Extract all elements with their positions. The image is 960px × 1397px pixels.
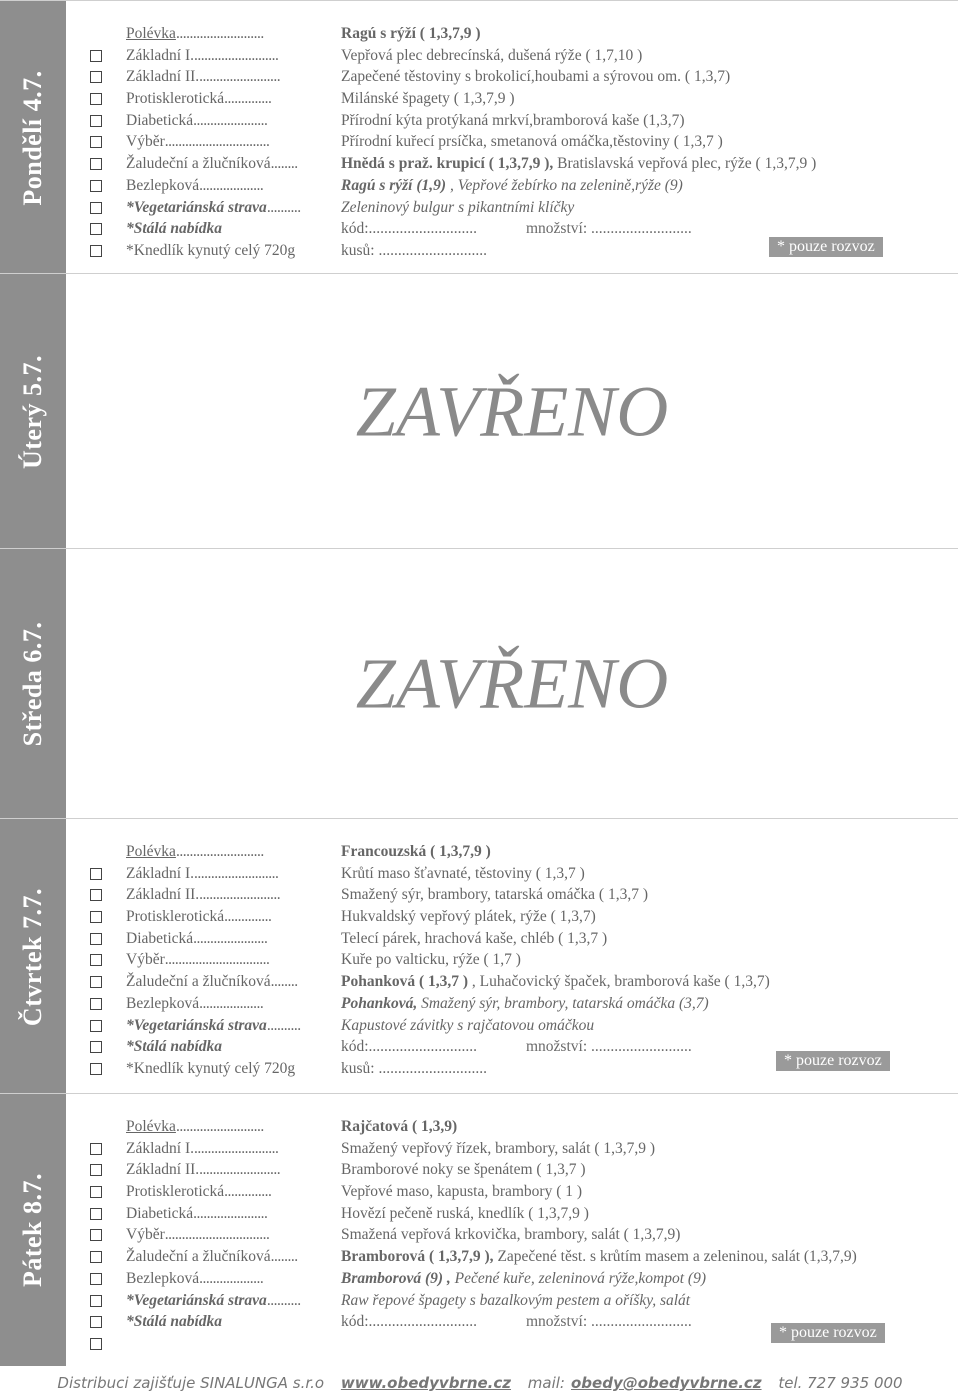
dish-name: Smažený vepřový řízek, brambory, salát ( 1,3,7,9 ) — [341, 1139, 656, 1157]
leader-dots: .......................... — [175, 25, 264, 42]
day-tab — [0, 819, 66, 1094]
category-name: Žaludeční a žlučníková — [126, 1248, 271, 1266]
dish-text — [341, 906, 596, 928]
leader-dots: .......... — [266, 1016, 301, 1034]
menu-row — [90, 1138, 958, 1160]
day-section — [0, 273, 958, 549]
order-checkbox[interactable] — [90, 976, 102, 988]
menu-row — [90, 863, 958, 885]
meal-category — [126, 1058, 295, 1080]
code-field[interactable]: kód:............................ — [341, 1038, 478, 1056]
order-checkbox[interactable] — [90, 1020, 102, 1032]
category-name: Základní II. — [126, 68, 200, 86]
menu-row — [90, 1181, 958, 1203]
meal-category — [126, 218, 222, 240]
menu-row — [90, 45, 958, 67]
menu-row — [90, 197, 958, 219]
dish-name: Raw řepové špagety s bazalkovým pestem a oříšky, salát — [341, 1291, 691, 1309]
category-name: Diabetická — [126, 111, 194, 129]
dish-name: , Luhačovický špaček, bramborová kaše ( 1,3,7) — [468, 973, 770, 991]
dish-text — [341, 197, 574, 219]
meal-category — [126, 906, 271, 928]
pieces-field[interactable]: kusů: ............................ — [341, 241, 487, 259]
category-name: *Stálá nabídka — [126, 220, 223, 238]
meal-category — [126, 66, 280, 88]
meal-category — [126, 175, 263, 197]
meal-category — [126, 1246, 298, 1268]
day-tab — [0, 549, 66, 819]
order-checkbox[interactable] — [90, 1186, 102, 1198]
footer-distributor: Distribuci zajišťuje SINALUNGA s.r.o — [57, 1374, 325, 1392]
dish-name: Smažený sýr, brambory, tatarská omáčka (3,7) — [417, 994, 709, 1012]
category-name: Protisklerotická — [126, 1183, 225, 1201]
footer-mail-link[interactable]: obedy@obedyvbrne.cz — [571, 1374, 762, 1392]
dish-name: Přírodní kuřecí prsíčka, smetanová omáčka,těstoviny ( 1,3,7 ) — [341, 133, 723, 151]
dish-text — [341, 1116, 457, 1138]
category-name: Bezlepková — [126, 994, 200, 1012]
order-checkbox[interactable] — [90, 1041, 102, 1053]
category-name: Bezlepková — [126, 1269, 200, 1287]
order-checkbox[interactable] — [90, 1063, 102, 1075]
order-checkbox[interactable] — [90, 158, 102, 170]
category-name: Výběr — [126, 951, 165, 969]
order-checkbox[interactable] — [90, 1251, 102, 1263]
leader-dots: .............. — [224, 1183, 272, 1201]
menu-row — [90, 1203, 958, 1225]
category-name: Bezlepková — [126, 176, 200, 194]
meal-category — [126, 1181, 271, 1203]
dish-text — [341, 23, 481, 45]
dish-name: Hukvaldský vepřový plátek, rýže ( 1,3,7) — [341, 908, 596, 926]
leader-dots: ........ — [270, 1248, 298, 1266]
menu-row — [90, 1246, 958, 1268]
meal-category — [126, 110, 267, 132]
order-checkbox[interactable] — [90, 223, 102, 235]
leader-dots: .............. — [224, 908, 272, 926]
dish-text — [341, 66, 730, 88]
footer-tel: tel. 727 935 000 — [778, 1374, 903, 1392]
footer-web-link[interactable]: www.obedyvbrne.cz — [340, 1374, 512, 1392]
category-name: *Vegetariánská strava — [126, 198, 267, 216]
day-section — [0, 1093, 958, 1366]
leader-dots: ......................... — [194, 1139, 279, 1157]
dish-text — [341, 1159, 586, 1181]
meal-category — [126, 153, 298, 175]
order-checkbox[interactable] — [90, 933, 102, 945]
menu-row — [90, 1159, 958, 1181]
dish-text — [341, 863, 585, 885]
menu-row — [90, 110, 958, 132]
order-checkbox[interactable] — [90, 1338, 102, 1350]
dish-highlight: Bramborová ( 1,3,7,9 ), — [341, 1248, 494, 1266]
dish-highlight: Hnědá s praž. krupicí ( 1,3,7,9 ), — [341, 155, 554, 173]
leader-dots: ......................... — [194, 864, 279, 882]
day-label: Pondělí 4.7. — [18, 69, 47, 206]
menu-row — [90, 1268, 958, 1290]
meal-category — [126, 841, 264, 863]
day-tab — [0, 1, 66, 274]
dish-text — [341, 131, 723, 153]
order-checkbox[interactable] — [90, 180, 102, 192]
day-label: Čtvrtek 7.7. — [18, 887, 47, 1026]
delivery-only-badge: * pouze rozvoz — [769, 237, 883, 257]
dish-text — [341, 971, 770, 993]
dish-text — [341, 884, 648, 906]
meal-category — [126, 240, 295, 262]
leader-dots: ........................ — [199, 1161, 281, 1179]
meal-category — [126, 949, 269, 971]
leader-dots: ............................... — [164, 1226, 270, 1244]
order-checkbox[interactable] — [90, 889, 102, 901]
menu-row — [90, 928, 958, 950]
dish-text — [341, 841, 491, 863]
day-label: Úterý 5.7. — [18, 354, 47, 469]
dish-text — [341, 928, 607, 950]
dish-name: , Vepřové žebírko na zelenině,rýže (9) — [446, 176, 683, 194]
leader-dots: ................... — [199, 994, 264, 1012]
menu-row — [90, 841, 958, 863]
leader-dots: ............................... — [164, 951, 270, 969]
dish-name: Milánské špagety ( 1,3,7,9 ) — [341, 90, 515, 108]
leader-dots: ........................ — [199, 68, 281, 86]
order-checkbox[interactable] — [90, 136, 102, 148]
menu-row — [90, 88, 958, 110]
meal-category — [126, 45, 278, 67]
dish-name: Bratislavská vepřová plec, rýže ( 1,3,7,9 ) — [553, 155, 817, 173]
dish-text — [341, 993, 709, 1015]
category-name: Základní II. — [126, 886, 200, 904]
day-section — [0, 0, 958, 274]
delivery-only-badge: * pouze rozvoz — [776, 1051, 890, 1071]
dish-text — [341, 1181, 582, 1203]
code-field[interactable]: kód:............................ — [341, 220, 478, 238]
category-name: Základní II. — [126, 1161, 200, 1179]
category-name: Výběr — [126, 1226, 165, 1244]
menu-row — [90, 1290, 958, 1312]
order-checkbox[interactable] — [90, 1229, 102, 1241]
menu-row — [90, 66, 958, 88]
meal-category — [126, 88, 271, 110]
quantity-field[interactable]: množství: .......................... — [526, 1038, 692, 1056]
leader-dots: ................... — [199, 1269, 264, 1287]
leader-dots: ........ — [270, 155, 298, 173]
dish-highlight: Ragú s rýží (1,9) — [341, 176, 447, 194]
leader-dots: ........................ — [199, 886, 281, 904]
dish-name: Hovězí pečeně ruská, knedlík ( 1,3,7,9 ) — [341, 1204, 589, 1222]
day-label: Středa 6.7. — [18, 621, 47, 747]
order-checkbox[interactable] — [90, 1316, 102, 1328]
leader-dots: ................... — [199, 176, 264, 194]
category-name: *Stálá nabídka — [126, 1313, 223, 1331]
day-section — [0, 548, 958, 819]
order-checkbox[interactable] — [90, 245, 102, 257]
order-checkbox[interactable] — [90, 93, 102, 105]
category-name: Polévka — [126, 25, 176, 42]
dish-name: Zapečené těst. s krůtím masem a zeleninou, salát (1,3,7,9) — [493, 1248, 857, 1266]
leader-dots: ...................... — [193, 929, 268, 947]
leader-dots: ......................... — [194, 46, 279, 64]
closed-text: ZAVŘENO — [355, 371, 669, 451]
category-name: Protisklerotická — [126, 908, 225, 926]
pieces-field[interactable]: kusů: ............................ — [341, 1059, 487, 1077]
order-checkbox[interactable] — [90, 868, 102, 880]
order-checkbox[interactable] — [90, 71, 102, 83]
category-name: *Knedlík kynutý celý 720g — [126, 241, 296, 259]
dish-name: Pečené kuře, zeleninová rýže,kompot (9) — [450, 1269, 707, 1287]
menu-row — [90, 884, 958, 906]
category-name: Diabetická — [126, 929, 194, 947]
dish-text — [341, 88, 514, 110]
menu-row — [90, 1116, 958, 1138]
footer-mail-label: mail: — [527, 1374, 565, 1392]
day-tab — [0, 274, 66, 549]
day-tab — [0, 1094, 66, 1366]
dish-highlight: Pohanková ( 1,3,7 ) — [341, 973, 469, 991]
closed-text: ZAVŘENO — [355, 643, 669, 724]
menu-row — [90, 1224, 958, 1246]
meal-category — [126, 928, 267, 950]
quantity-field[interactable]: množství: .......................... — [526, 220, 692, 238]
category-name: Výběr — [126, 133, 165, 151]
meal-category — [126, 131, 269, 153]
dish-text — [341, 175, 683, 197]
leader-dots: .......................... — [175, 843, 264, 860]
order-checkbox[interactable] — [90, 1208, 102, 1220]
meal-category — [126, 1159, 280, 1181]
leader-dots: .............. — [224, 90, 272, 108]
footer — [0, 1374, 960, 1392]
menu-row — [90, 23, 958, 45]
dish-text — [341, 1203, 589, 1225]
dish-name: Francouzská ( 1,3,7,9 ) — [341, 843, 491, 860]
dish-text — [341, 949, 521, 971]
dish-text — [341, 1246, 857, 1268]
menu-row — [90, 153, 958, 175]
category-name: Protisklerotická — [126, 90, 225, 108]
meal-category — [126, 1290, 301, 1312]
dish-text — [341, 1015, 594, 1037]
category-name: *Vegetariánská strava — [126, 1291, 267, 1309]
order-checkbox[interactable] — [90, 202, 102, 214]
category-name: Žaludeční a žlučníková — [126, 973, 271, 991]
dish-name: Kuře po valticku, rýže ( 1,7 ) — [341, 951, 521, 969]
category-name: *Vegetariánská strava — [126, 1016, 267, 1034]
leader-dots: .......................... — [175, 1118, 264, 1135]
dish-name: Zeleninový bulgur s pikantními klíčky — [341, 198, 575, 216]
menu-row — [90, 131, 958, 153]
menu-row — [90, 175, 958, 197]
leader-dots: ............................... — [164, 133, 270, 151]
dish-name: Smažený sýr, brambory, tatarská omáčka ( 1,3,7 ) — [341, 886, 648, 904]
meal-category — [126, 863, 278, 885]
meal-category — [126, 1203, 267, 1225]
dish-highlight: Bramborová (9) , — [341, 1269, 451, 1287]
menu-row — [90, 1015, 958, 1037]
meal-category — [126, 884, 280, 906]
dish-name: Zapečené těstoviny s brokolicí,houbami a sýrovou om. ( 1,3,7) — [341, 68, 731, 86]
order-checkbox[interactable] — [90, 115, 102, 127]
menu-rows — [90, 23, 958, 262]
delivery-only-badge: * pouze rozvoz — [771, 1323, 885, 1343]
meal-category — [126, 1268, 263, 1290]
dish-name: Přírodní kýta protýkaná mrkví,bramborová kaše (1,3,7) — [341, 111, 685, 129]
dish-name: Kapustové závitky s rajčatovou omáčkou — [341, 1016, 595, 1034]
meal-category — [126, 971, 298, 993]
order-checkbox[interactable] — [90, 998, 102, 1010]
dish-name: Telecí párek, hrachová kaše, chléb ( 1,3,7 ) — [341, 929, 608, 947]
day-section — [0, 818, 958, 1094]
leader-dots: ...................... — [193, 1204, 268, 1222]
code-field[interactable]: kód:............................ — [341, 1313, 478, 1331]
category-name: Základní I. — [126, 46, 195, 64]
category-name: Základní I. — [126, 864, 195, 882]
leader-dots: ........ — [270, 973, 298, 991]
order-checkbox[interactable] — [90, 1164, 102, 1176]
dish-text — [341, 1290, 690, 1312]
dish-text — [341, 1138, 655, 1160]
dish-name: Smažená vepřová krkovička, brambory, salát ( 1,3,7,9) — [341, 1226, 681, 1244]
order-checkbox[interactable] — [90, 50, 102, 62]
menu-row — [90, 906, 958, 928]
dish-text — [341, 1268, 706, 1290]
meal-category — [126, 23, 264, 45]
quantity-field[interactable]: množství: .......................... — [526, 1313, 692, 1331]
dish-name: Krůtí maso šťavnaté, těstoviny ( 1,3,7 ) — [341, 864, 585, 882]
dish-name: Vepřové maso, kapusta, brambory ( 1 ) — [341, 1183, 583, 1201]
category-name: Polévka — [126, 1118, 176, 1135]
dish-name: Vepřová plec debrecínská, dušená rýže ( 1,7,10 ) — [341, 46, 643, 64]
leader-dots: .......... — [266, 1291, 301, 1309]
dish-name: Rajčatová ( 1,3,9) — [341, 1118, 458, 1135]
menu-rows — [90, 841, 958, 1080]
meal-category — [126, 1015, 301, 1037]
order-checkbox[interactable] — [90, 911, 102, 923]
dish-text — [341, 1224, 680, 1246]
leader-dots: .......... — [266, 198, 301, 216]
category-name: *Knedlík kynutý celý 720g — [126, 1059, 296, 1077]
meal-category — [126, 1311, 222, 1333]
order-checkbox[interactable] — [90, 1143, 102, 1155]
category-name: Diabetická — [126, 1204, 194, 1222]
meal-category — [126, 1138, 278, 1160]
order-checkbox[interactable] — [90, 1273, 102, 1285]
menu-rows — [90, 1116, 958, 1355]
dish-name: Ragú s rýží ( 1,3,7,9 ) — [341, 25, 481, 42]
category-name: *Stálá nabídka — [126, 1038, 223, 1056]
meal-category — [126, 197, 301, 219]
dish-text — [341, 45, 642, 67]
menu-row — [90, 971, 958, 993]
order-checkbox[interactable] — [90, 954, 102, 966]
dish-highlight: Pohanková, — [341, 994, 418, 1012]
day-label: Pátek 8.7. — [18, 1172, 47, 1288]
category-name: Žaludeční a žlučníková — [126, 155, 271, 173]
meal-category — [126, 1036, 222, 1058]
category-name: Základní I. — [126, 1139, 195, 1157]
category-name: Polévka — [126, 843, 176, 860]
meal-category — [126, 1224, 269, 1246]
menu-row — [90, 993, 958, 1015]
dish-name: Bramborové noky se špenátem ( 1,3,7 ) — [341, 1161, 586, 1179]
dish-text — [341, 110, 685, 132]
meal-category — [126, 993, 263, 1015]
menu-row — [90, 949, 958, 971]
dish-text — [341, 153, 816, 175]
leader-dots: ...................... — [193, 111, 268, 129]
meal-category — [126, 1116, 264, 1138]
order-checkbox[interactable] — [90, 1295, 102, 1307]
